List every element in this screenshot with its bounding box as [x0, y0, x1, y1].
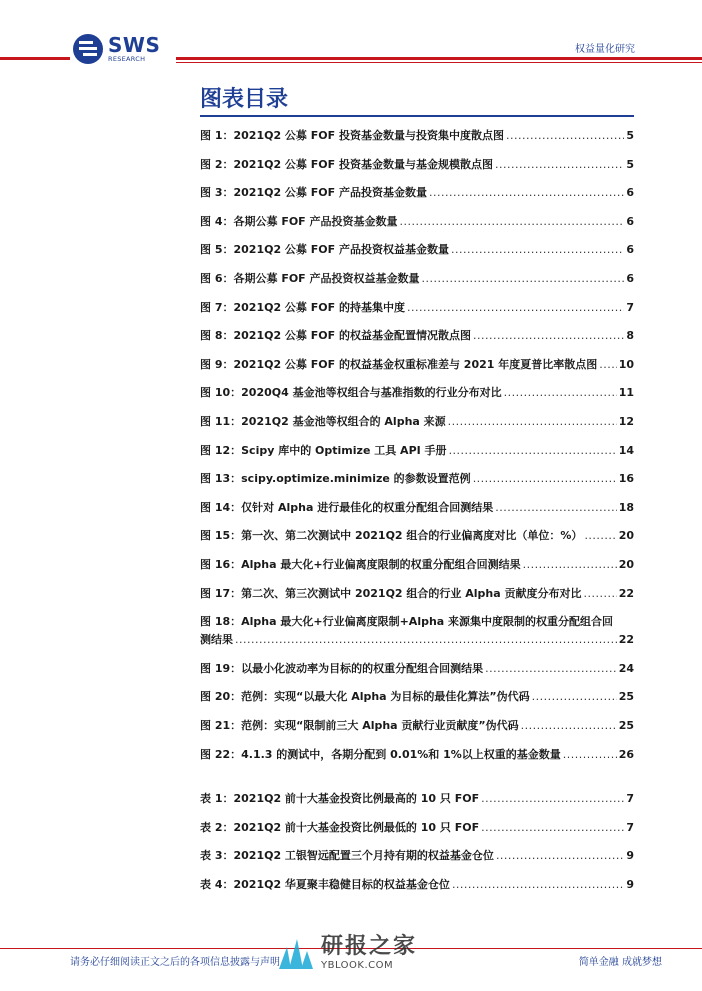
logo-wordmark: SWS [108, 33, 161, 58]
toc-entry-label: 表 1：2021Q2 前十大基金投资比例最高的 10 只 FOF [200, 792, 480, 805]
toc-page-number: 24 [618, 661, 634, 675]
toc-entry-label: 图 22：4.1.3 的测试中，各期分配到 0.01%和 1%以上权重的基金数量 [200, 747, 561, 761]
toc-entry[interactable] [200, 790, 634, 806]
toc-leader-dots [400, 215, 625, 228]
toc-page-number: 11 [618, 386, 634, 400]
toc-leader-dots [473, 472, 617, 485]
toc-entry-line1[interactable]: 图 18：Alpha 最大化+行业偏离度限制+Alpha 来源集中度限制的权重分配组合回 [200, 615, 614, 629]
toc-entry-label: 图 10：2020Q4 基金池等权组合与基准指数的行业分布对比 [200, 386, 502, 400]
toc-entry[interactable] [200, 688, 634, 704]
toc-leader-dots [521, 719, 617, 732]
toc-entry-label: 图 2：2021Q2 公募 FOF 投资基金数量与基金规模散点图 [200, 157, 493, 171]
toc-page-number: 25 [618, 719, 634, 732]
toc-leader-dots [448, 415, 617, 428]
toc-page-number: 7 [626, 300, 634, 314]
toc-entry[interactable] [200, 717, 634, 733]
toc-entry-label: 表 2：2021Q2 前十大基金投资比例最低的 10 只 FOF [200, 820, 480, 834]
toc-entry[interactable] [200, 127, 634, 143]
toc-entry[interactable] [200, 660, 634, 676]
toc-page-number: 22 [618, 586, 634, 600]
toc-entry[interactable] [200, 156, 634, 172]
toc-entry[interactable] [200, 299, 634, 315]
toc-page-number: 9 [626, 849, 634, 863]
logo-subtext: RESEARCH [108, 55, 146, 64]
toc-page-number: 18 [618, 500, 634, 514]
toc-leader-dots [532, 690, 617, 703]
toc-entry-label: 图 11：2021Q2 基金池等权组合的 Alpha 来源 [200, 415, 446, 428]
toc-page-number: 9 [626, 877, 634, 891]
toc-entry-label: 图 7：2021Q2 公募 FOF 的持基集中度 [200, 300, 405, 314]
toc-entry[interactable] [200, 876, 634, 892]
toc-entry-label: 图 12：Scipy 库中的 Optimize 工具 API 手册 [200, 443, 447, 457]
toc-entry-label: 图 6：各期公募 FOF 产品投资权益基金数量 [200, 272, 420, 285]
toc-leader-dots [422, 272, 625, 285]
toc-leader-dots [449, 444, 617, 457]
toc-leader-dots [481, 792, 624, 805]
toc-entry-label: 图 3：2021Q2 公募 FOF 产品投资基金数量 [200, 186, 427, 200]
toc-entry-label: 图 14：仅针对 Alpha 进行最佳化的权重分配组合回测结果 [200, 500, 494, 514]
toc-entry[interactable] [200, 746, 634, 762]
toc-entry[interactable] [200, 213, 634, 229]
toc-leader-dots [473, 329, 624, 342]
watermark-logo-icon [275, 933, 315, 973]
toc-page-number: 6 [626, 186, 634, 200]
toc-leader-dots [451, 243, 624, 256]
toc-page-number: 6 [626, 272, 634, 285]
toc-entry[interactable] [200, 527, 634, 543]
toc-entry[interactable] [200, 585, 634, 601]
report-category: 权益量化研究 [575, 44, 635, 55]
toc-leader-dots [599, 358, 616, 371]
toc-entry[interactable] [200, 631, 634, 647]
toc-entry-label: 表 4：2021Q2 华夏聚丰稳健目标的权益基金仓位 [200, 877, 450, 891]
toc-entry-label: 图 1：2021Q2 公募 FOF 投资基金数量与投资集中度散点图 [200, 129, 504, 142]
toc-entry-label: 图 5：2021Q2 公募 FOF 产品投资权益基金数量 [200, 243, 449, 257]
toc-entry[interactable] [200, 270, 634, 286]
toc-leader-dots [235, 633, 617, 646]
toc-leader-dots [584, 529, 616, 542]
toc-entry[interactable] [200, 241, 634, 257]
toc-page-number: 20 [618, 529, 634, 543]
toc-entry-label: 图 19：以最小化波动率为目标的的权重分配组合回测结果 [200, 661, 484, 675]
toc-entry-label: 图 8：2021Q2 公募 FOF 的权益基金配置情况散点图 [200, 329, 471, 343]
toc-page-number: 14 [618, 443, 634, 457]
toc-entry-label: 图 20：范例：实现“以最大化 Alpha 为目标的最佳化算法”伪代码 [200, 690, 530, 704]
toc-entry[interactable] [200, 847, 634, 863]
toc-leader-dots [496, 849, 624, 862]
toc-page-number: 12 [618, 415, 634, 428]
footer-disclaimer: 请务必仔细阅读正文之后的各项信息披露与声明 [70, 957, 280, 968]
watermark [275, 933, 417, 973]
toc-entry-label: 图 4：各期公募 FOF 产品投资基金数量 [200, 214, 398, 228]
footer-slogan: 简单金融 成就梦想 [578, 957, 662, 968]
toc-page-number: 26 [618, 747, 634, 761]
toc-entry[interactable] [200, 384, 634, 400]
toc-leader-dots [407, 301, 624, 314]
sws-logo [72, 33, 160, 65]
toc-page-number: 7 [626, 792, 634, 805]
toc-entry[interactable] [200, 413, 634, 429]
toc-page-number: 5 [626, 157, 634, 171]
toc-entry[interactable] [200, 556, 634, 572]
toc-entry[interactable] [200, 470, 634, 486]
toc-leader-dots [584, 587, 617, 600]
toc-entry-label: 图 9：2021Q2 公募 FOF 的权益基金权重标准差与 2021 年度夏普比率散点图 [200, 357, 598, 371]
toc-entry[interactable] [200, 819, 634, 835]
toc-leader-dots [504, 386, 617, 399]
toc-page-number: 16 [618, 472, 634, 486]
toc-entry[interactable] [200, 442, 634, 458]
toc-leader-dots [481, 821, 624, 834]
toc-page-number: 10 [618, 357, 634, 371]
toc-leader-dots [563, 748, 617, 761]
toc-leader-dots [485, 662, 617, 675]
toc-entry-label: 图 13：scipy.optimize.minimize 的参数设置范例 [200, 472, 471, 486]
toc-page-number: 8 [626, 329, 634, 343]
toc-page-number: 5 [626, 129, 634, 142]
watermark-en: YBLOOK.COM [321, 959, 394, 971]
toc-entry-label: 表 3：2021Q2 工银智远配置三个月持有期的权益基金仓位 [200, 849, 494, 863]
toc-entry[interactable] [200, 356, 634, 372]
toc-entry[interactable] [200, 184, 634, 200]
toc-leader-dots [495, 501, 616, 514]
figure-table-list [200, 0, 634, 991]
toc-entry[interactable] [200, 327, 634, 343]
toc-page-number: 6 [626, 214, 634, 228]
toc-leader-dots [495, 158, 624, 171]
watermark-cn: 研报之家 [321, 933, 418, 959]
toc-entry-label: 测结果 [200, 633, 233, 647]
toc-entry-label: 图 21：范例：实现“限制前三大 Alpha 贡献行业贡献度”伪代码 [200, 719, 519, 732]
sws-logo-icon [72, 33, 104, 65]
toc-entry[interactable] [200, 499, 634, 515]
toc-page-number: 25 [618, 690, 634, 704]
toc-leader-dots [452, 878, 624, 891]
header-rule-left [0, 57, 70, 60]
toc-entry-label: 图 16：Alpha 最大化+行业偏离度限制的权重分配组合回测结果 [200, 558, 521, 571]
toc-page-number: 20 [618, 558, 634, 571]
toc-entry-label: 图 17：第二次、第三次测试中 2021Q2 组合的行业 Alpha 贡献度分布对比 [200, 586, 582, 600]
toc-leader-dots [523, 558, 617, 571]
toc-leader-dots [429, 186, 624, 199]
toc-entry-label: 图 15：第一次、第二次测试中 2021Q2 组合的行业偏离度对比（单位：%） [200, 529, 583, 543]
toc-leader-dots [506, 129, 624, 142]
toc-page-number: 22 [618, 633, 634, 647]
page-title: 图表目录 [200, 87, 289, 112]
toc-page-number: 7 [626, 820, 634, 834]
toc-page-number: 6 [626, 243, 634, 257]
